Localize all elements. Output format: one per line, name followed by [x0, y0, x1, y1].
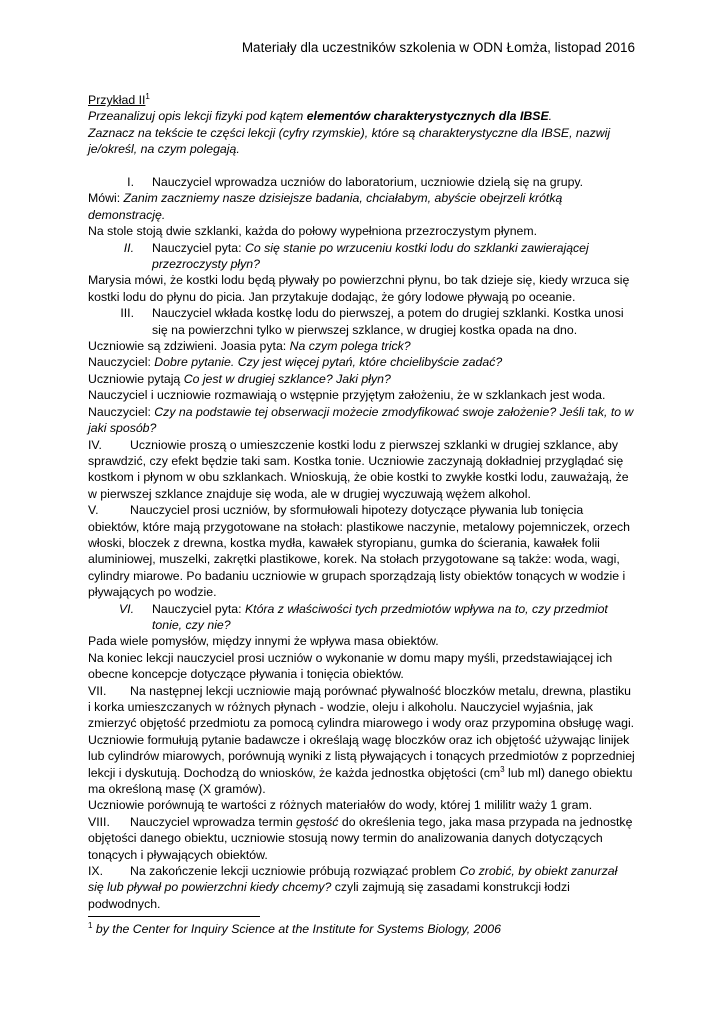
step-1: I. Nauczyciel wprowadza uczniów do laboratorium, uczniowie dzielą się na grupy.: [127, 175, 584, 190]
step-4: IV. Uczniowie proszą o umieszczenie kostki lodu z pierwszej szklanki w drugiej szklance, aby sprawdzić, czy efekt będzie taki sam. Kostka tonie. Uczniowie zaczynają dokładniej przyglądać się kostkom i płynom w obu szklankach. Wnioskują, że obie kostki to zwykłe kostki lodu, zauważają, że w pierwszej szklance znajduje się woda, ale w drugiej wyczuwają wężem alkohol.: [88, 437, 629, 501]
paragraph: Na stole stoją dwie szklanki, każda do połowy wypełniona przezroczystym płynem.: [88, 224, 538, 239]
paragraph: Nauczyciel: Czy na podstawie tej obserwacji możecie zmodyfikować swoje założenie? Jeśli tak, to w jaki sposób?: [88, 404, 634, 436]
paragraph: Uczniowie formułują pytanie badawcze i określają wagę bloczków oraz ich objętość używając linijek lub cylindrów miarowych, porównują wyniki z listą pływających i tonących przedmiotów z poprzedniej lekcji i dyskutują. Dochodzą do wniosków, że każda jednostka objętości ($cm^3$ lub ml) danego obiektu ma określoną masę (X gramów).: [88, 732, 635, 797]
step-2: II. Nauczyciel pyta: Co się stanie po wrzuceniu kostki lodu do szklanki zawierającej przezroczysty płyn?: [123, 240, 589, 272]
step-8: VIII. Nauczyciel wprowadza termin gęstość do określenia tego, jaka masa przypada na jednostkę objętości danego obiektu, uczniowie stosują nowy termin do analizowania danych dotyczących tonących i pływających obiektów.: [88, 814, 633, 862]
footnote-divider: [88, 916, 260, 917]
paragraph: Nauczyciel: Dobre pytanie. Czy jest więcej pytań, które chcielibyście zadać?: [88, 355, 503, 370]
paragraph: Pada wiele pomysłów, między innymi że wpływa masa obiektów.: [88, 634, 439, 649]
paragraph: Uczniowie są zdziwieni. Joasia pyta: Na czym polega trick?: [88, 339, 411, 354]
step-9: IX. Na zakończenie lekcji uczniowie próbują rozwiązać problem Co zrobić, by obiekt zanurzał się lub pływał po powierzchni kiedy chcemy? czyli zajmują się zasadami konstrukcji łodzi podwodnych.: [88, 864, 618, 911]
step-7: VII. Na następnej lekcji uczniowie mają porównać pływalność bloczków metalu, drewna, plastiku i korka umieszczanych w różnych płynach - wodzie, oleju i alkoholu. Nauczyciel wyjaśnia, jak zmierzyć objętość przedmiotu za pomocą cylindra miarowego i wody oraz przypomina obsługę wagi.: [88, 683, 635, 731]
instruction-2: Zaznacz na tekście te części lekcji (cyfry rzymskie), które są charakterystyczne dla IBSE, nazwij je/określ, na czym polegają.: [88, 125, 611, 157]
step-5: V. Nauczyciel prosi uczniów, by sformułowali hipotezy dotyczące pływania lub tonięcia obiektów, które mają przygotowane na stołach: plastikowe naczynie, metalowy pojemniczek, orzech włoski, bloczek z drewna, kostka mydła, kawałek styropianu, gumka do ścierania, kawałek folii aluminiowej, muszelki, zakrętki plastikowe, korek. Na stołach przygotowane są także: woda, wagi, cylindry miarowe. Po badaniu uczniowie w grupach sporządzają listy obiektów tonących w wodzie i pływających po wodzie.: [88, 503, 631, 600]
page-header: Materiały dla uczestników szkolenia w ODN Łomża, listopad 2016: [241, 40, 635, 55]
paragraph: Marysia mówi, że kostki lodu będą pływały po powierzchni płynu, bo tak dzieje się, kiedy wrzuca się kostki lodu do płynu do picia. Jan przytakuje dodając, że góry lodowe pływają po oceanie.: [88, 273, 630, 304]
paragraph: Nauczyciel i uczniowie rozmawiają o wstępnie przyjętym założeniu, że w szklankach jest woda.: [88, 388, 606, 403]
example-title: Przykład $II^1$: [88, 91, 150, 107]
paragraph: Mówi: Zanim zaczniemy nasze dzisiejsze badania, chciałabym, abyście obejrzeli krótką demonstrację.: [88, 191, 563, 222]
instruction-1: Przeanalizuj opis lekcji fizyki pod kątem elementów charakterystycznych dla IBSE.: [88, 109, 553, 124]
paragraph: Uczniowie pytają Co jest w drugiej szklance? Jaki płyn?: [88, 371, 391, 386]
footnote: $^1$ by the Center for Inquiry Science at the Institute for Systems Biology, 2006: [88, 920, 501, 936]
footnote-ref: 1: [145, 91, 150, 101]
step-3: III. Nauczyciel wkłada kostkę lodu do pierwszej, a potem do drugiej szklanki. Kostka unosi się na powierzchni tylko w pierwszej szklance, w drugiej kostka opada na dno.: [120, 306, 624, 337]
document-body: [88, 92, 636, 912]
paragraph: Na koniec lekcji nauczyciel prosi uczniów o wykonanie w domu mapy myśli, przedstawiającej ich obecne koncepcje dotyczące pływania i tonięcia obiektów.: [88, 650, 613, 682]
step-6: VI. Nauczyciel pyta: Która z właściwości tych przedmiotów wpływa na to, czy przedmiot tonie, czy nie?: [118, 601, 608, 632]
paragraph: Uczniowie porównują te wartości z różnych materiałów do wody, której 1 mililitr waży 1 gram.: [88, 798, 593, 813]
